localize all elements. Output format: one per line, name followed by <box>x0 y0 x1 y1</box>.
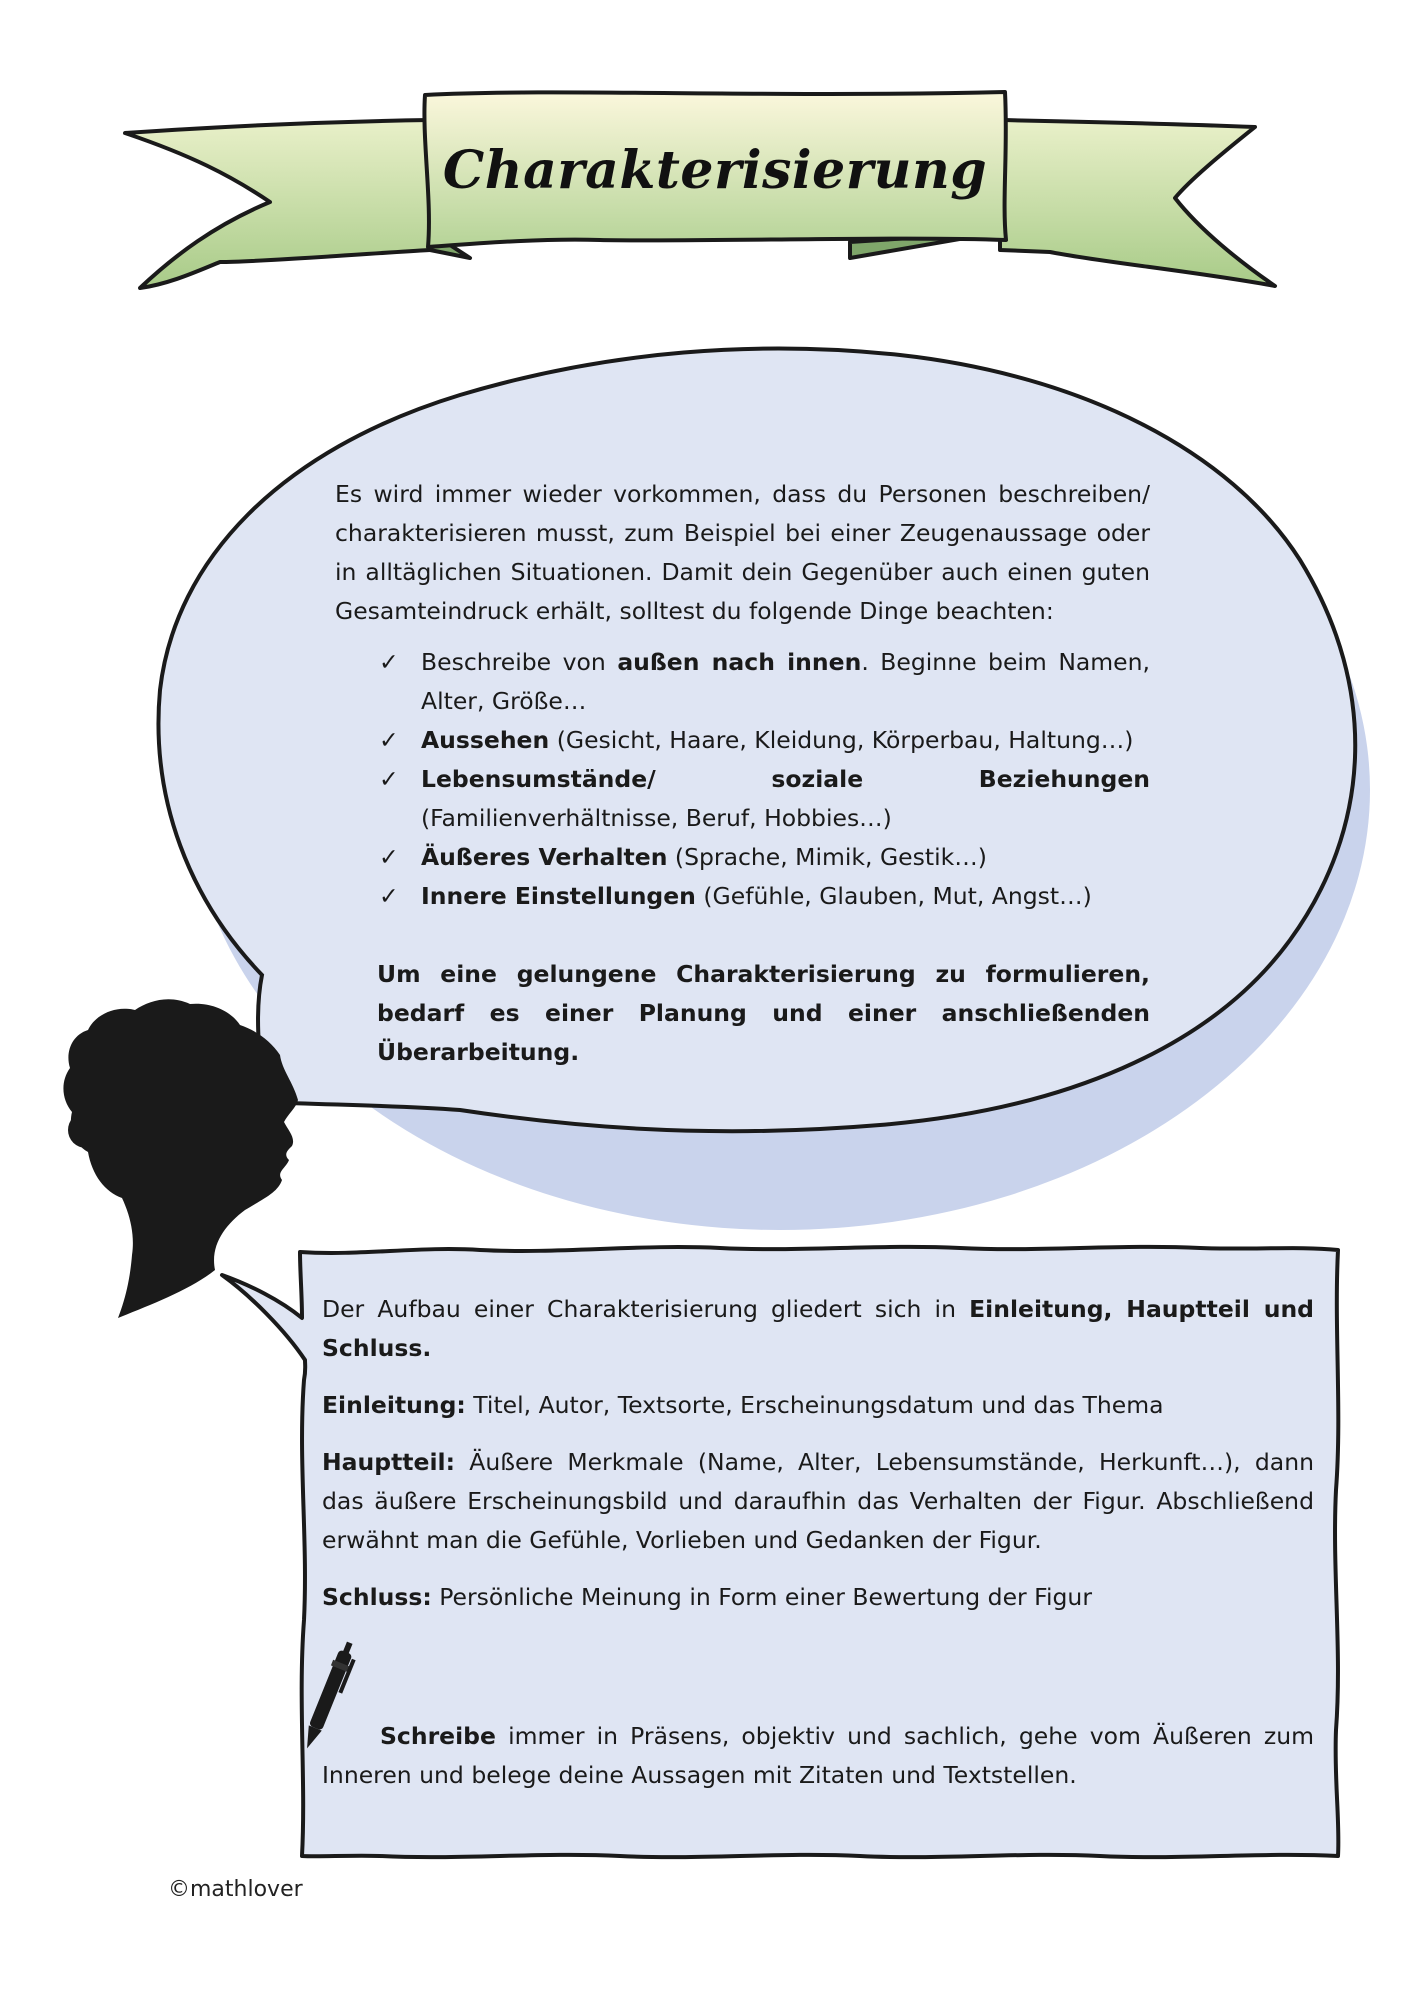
copyright: ©mathlover <box>168 1877 303 1902</box>
list-item: ✓ Äußeres Verhalten (Sprache, Mimik, Gestik…) <box>335 838 1150 877</box>
checklist <box>335 643 1150 916</box>
check-icon: ✓ <box>379 765 399 793</box>
woman-silhouette-icon <box>63 999 298 1318</box>
structure-paragraph: Der Aufbau einer Charakterisierung gliedert sich in Einleitung, Hauptteil und Schluss. <box>322 1295 1314 1362</box>
list-item: ✓ Aussehen (Gesicht, Haare, Kleidung, Körperbau, Haltung…) <box>335 721 1150 760</box>
tip-paragraph: Schreibe immer in Präsens, objektiv und sachlich, gehe vom Äußeren zum Inneren und belege deine Aussagen mit Zitaten und Textstellen. <box>322 1722 1314 1789</box>
check-icon: ✓ <box>379 648 399 676</box>
page-title: Charakterisierung <box>442 139 988 201</box>
banner-right-tail <box>1000 120 1275 286</box>
intro-paragraph: Es wird immer wieder vorkommen, dass du Personen beschreiben/ charakterisieren musst, zum Beispiel bei einer Zeugenaussage oder in alltäglichen Situationen. Damit dein Gegenüber auch einen guten Gesamteindruck erhält, solltest du folgende Dinge beachten: <box>335 480 1150 625</box>
bubble-text <box>335 475 1150 1072</box>
schluss-paragraph: Schluss: Persönliche Meinung in Form einer Bewertung der Figur <box>322 1583 1092 1611</box>
box-text <box>322 1290 1314 1813</box>
check-icon: ✓ <box>379 882 399 910</box>
einleitung-paragraph: Einleitung: Titel, Autor, Textsorte, Erscheinungsdatum und das Thema <box>322 1391 1164 1419</box>
check-icon: ✓ <box>379 843 399 871</box>
list-item: ✓ Innere Einstellungen (Gefühle, Glauben, Mut, Angst…) <box>335 877 1150 916</box>
hauptteil-paragraph: Hauptteil: Äußere Merkmale (Name, Alter, Lebensumstände, Herkunft…), dann das äußere Erscheinungsbild und daraufhin das Verhalten der Figur. Abschließend erwähnt man die Gefühle, Vorlieben und Gedanken der Figur. <box>322 1448 1314 1554</box>
banner-left-tail <box>125 120 430 288</box>
list-item: ✓ Beschreibe von außen nach innen. Beginne beim Namen, Alter, Größe… <box>335 643 1150 721</box>
check-icon: ✓ <box>379 726 399 754</box>
list-item: ✓ Lebensumstände/ soziale Beziehungen (Familienverhältnisse, Beruf, Hobbies…) <box>335 760 1150 838</box>
conclusion-paragraph: Um eine gelungene Charakterisierung zu formulieren, bedarf es einer Planung und einer anschließenden Überarbeitung. <box>377 960 1150 1066</box>
